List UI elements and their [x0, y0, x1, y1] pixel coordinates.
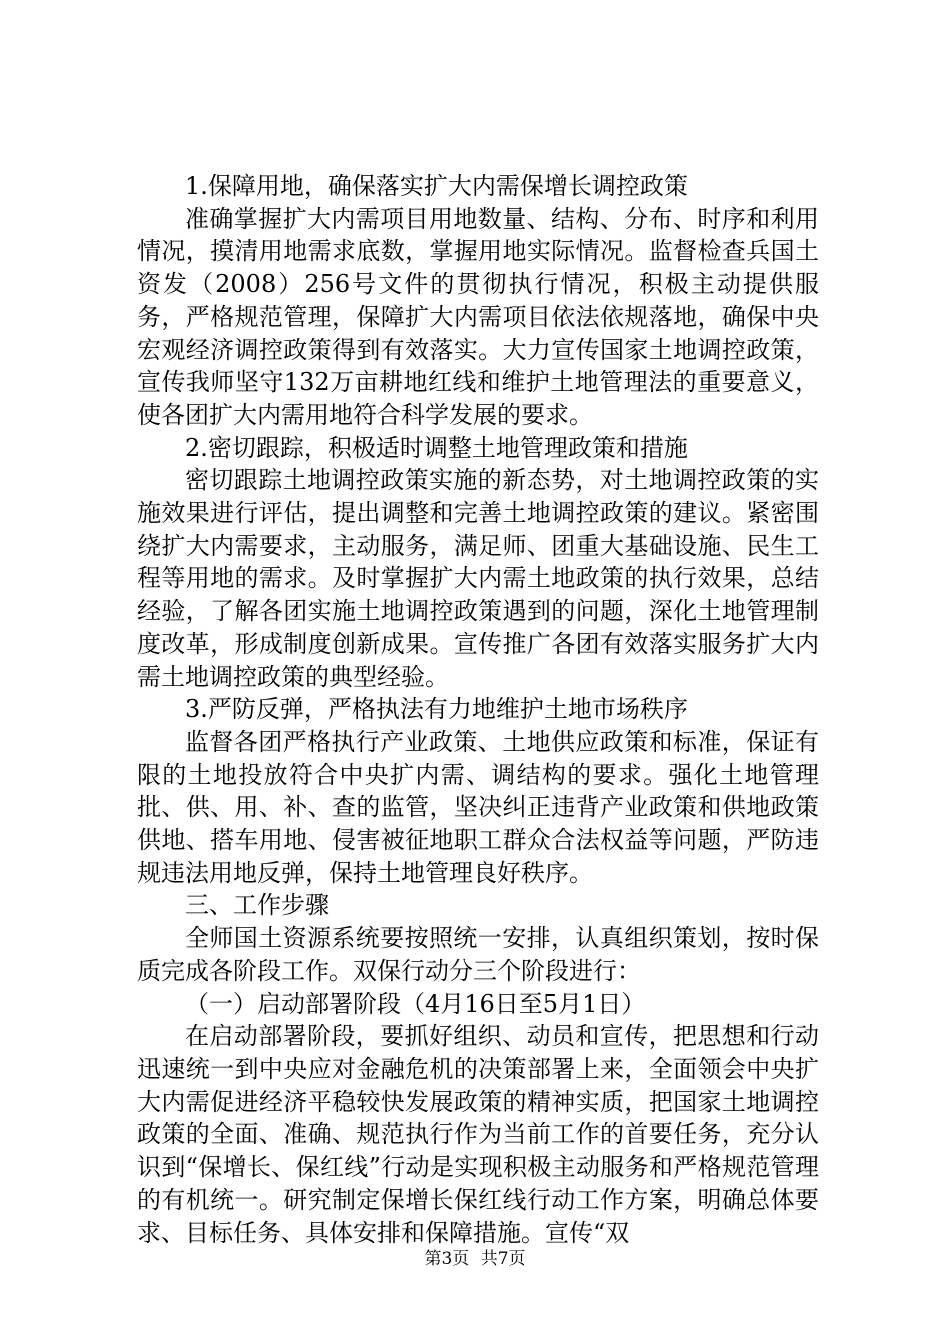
section-heading-2: 2.密切跟踪，积极适时调整土地管理政策和措施 [185, 433, 688, 462]
subsection-heading: （一）启动部署阶段（4月16日至5月1日） [185, 989, 646, 1018]
paragraph: 准确掌握扩大内需项目用地数量、结构、分布、时序和利用情况，摸清用地需求底数，掌握用地实际情况。监督检查兵国土资发（2008）256号文件的贯彻执行情况，积极主动提供服务，严格规范管理，保障扩大内需项目依法依规落地，确保中央宏观经济调控政策得到有效落实。大力宣传国家土地调控政策，宣传我师坚守132万亩耕地红线和维护土地管理法的重要意义，使各团扩大内需用地符合科学发展的要求。 [137, 204, 819, 429]
paragraph: 全师国土资源系统要按照统一安排，认真组织策划，按时保质完成各阶段工作。双保行动分三个阶段进行： [137, 924, 819, 985]
chapter-heading: 三、工作步骤 [185, 891, 329, 920]
paragraph: 在启动部署阶段，要抓好组织、动员和宣传，把思想和行动迅速统一到中央应对金融危机的决策部署上来，全面领会中央扩大内需促进经济平稳较快发展政策的精神实质，把国家土地调控政策的全面、准确、规范执行作为当前工作的首要任务，充分认识到“保增长、保红线”行动是实现积极主动服务和严格规范管理的有机统一。研究制定保增长保红线行动工作方案，明确总体要求、目标任务、具体安排和保障措施。宣传“双 [137, 1022, 819, 1247]
page-total: 共7页 [480, 1249, 526, 1269]
page-footer [0, 1244, 950, 1269]
section-heading-3: 3.严防反弹，严格执法有力地维护土地市场秩序 [185, 695, 688, 724]
page-number: 第3页 [424, 1249, 470, 1269]
document-body [137, 170, 819, 1249]
paragraph: 监督各团严格执行产业政策、土地供应政策和标准，保证有限的土地投放符合中央扩内需、调结构的要求。强化土地管理批、供、用、补、查的监管，坚决纠正违背产业政策和供地政策供地、搭车用地、侵害被征地职工群众合法权益等问题，严防违规违法用地反弹，保持土地管理良好秩序。 [137, 727, 819, 887]
section-heading-1: 1.保障用地，确保落实扩大内需保增长调控政策 [185, 172, 688, 200]
paragraph: 密切跟踪土地调控政策实施的新态势，对土地调控政策的实施效果进行评估，提出调整和完善土地调控政策的建议。紧密围绕扩大内需要求，主动服务，满足师、团重大基础设施、民生工程等用地的需求。及时掌握扩大内需土地政策的执行效果，总结经验，了解各团实施土地调控政策遇到的问题，深化土地管理制度改革，形成制度创新成果。宣传推广各团有效落实服务扩大内需土地调控政策的典型经验。 [137, 466, 819, 691]
